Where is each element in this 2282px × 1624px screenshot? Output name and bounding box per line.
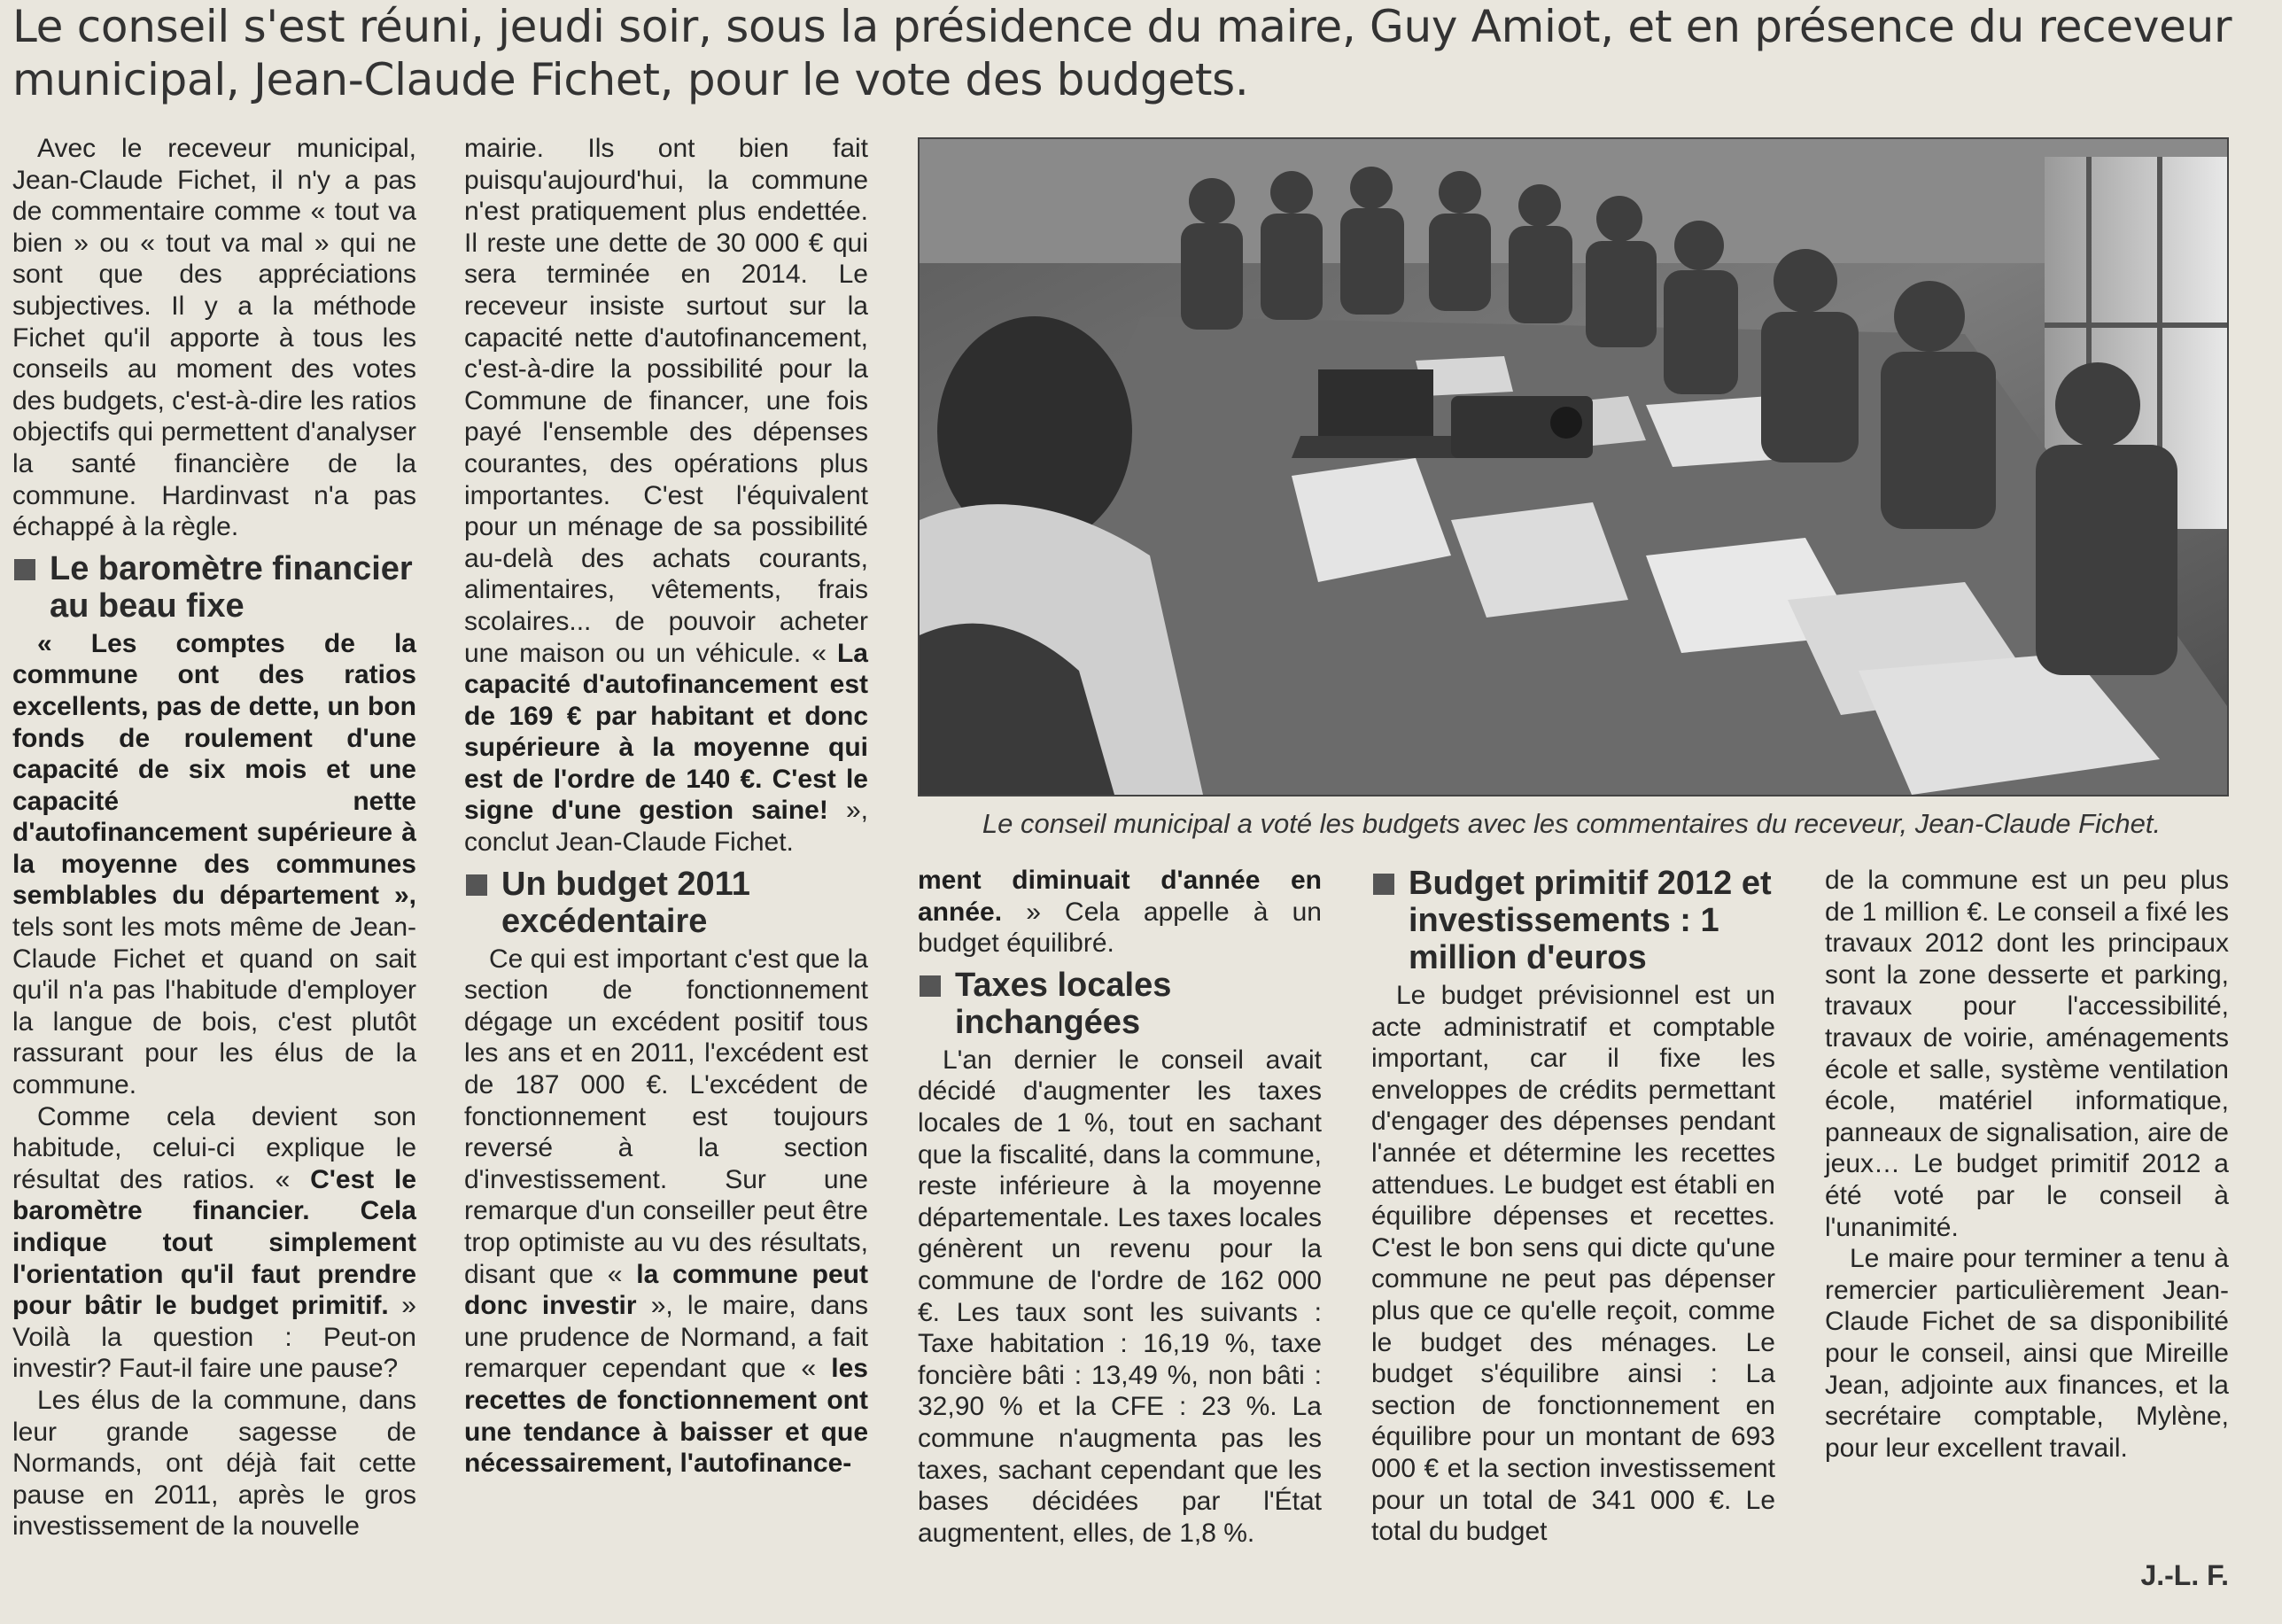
square-bullet-icon bbox=[920, 975, 941, 997]
text-run: », conclut Jean-Claude Fichet. bbox=[464, 796, 868, 858]
text-run: Ce qui est important c'est que la section de fonctionnement dégage un excédent positif tous les ans et en 2011, l'excédent est de 187 000 €. L'excédent de fonctionnement est toujours reversé à la section d'investissement. Sur une remarque d'un conseiller peut être trop optimiste au vu des résultats, disant que « bbox=[464, 944, 868, 1289]
text-run: Comme cela devient son habitude, celui-ci explique le résultat des ratios. « bbox=[12, 1101, 416, 1194]
subheading-barometre bbox=[12, 550, 416, 625]
paragraph bbox=[12, 628, 416, 1101]
text-run: » Cela appelle à un budget équilibré. bbox=[918, 897, 1322, 959]
meeting-photo bbox=[918, 137, 2229, 796]
square-bullet-icon bbox=[1373, 874, 1394, 895]
article-column-1 bbox=[12, 133, 416, 1542]
article-column-4 bbox=[1371, 865, 1775, 1548]
paragraph bbox=[464, 133, 868, 859]
subheading-text: Le baromètre financier au beau fixe bbox=[50, 549, 413, 625]
bold-quote: C'est le baromètre financier. Cela indique tout simplement l'orientation qu'il faut prendre pour bâtir le budget primitif. bbox=[12, 1164, 417, 1321]
subheading-text: Un budget 2011 excédentaire bbox=[501, 865, 750, 940]
paragraph bbox=[918, 865, 1322, 960]
paragraph bbox=[464, 944, 868, 1480]
square-bullet-icon bbox=[14, 559, 35, 580]
article-lead: Le conseil s'est réuni, jeudi soir, sous la présidence du maire, Guy Amiot, et en présence du receveur municipal, Jean-Claude Fichet, pour le vote des budgets. bbox=[12, 1, 2232, 105]
photo-caption: Le conseil municipal a voté les budgets avec les commentaires du receveur, Jean-Claude Fichet. bbox=[982, 808, 2162, 839]
text-run: », le maire, dans une prudence de Normand, a fait remarquer cependant que « bbox=[464, 1291, 868, 1384]
text-run: mairie. Ils ont bien fait puisqu'aujourd'hui, la commune n'est pratiquement plus endettée. Il reste une dette de 30 000 € qui sera terminée en 2014. Le receveur insiste surtout sur la capacité nette d'autofinancement, c'est-à-dire la possibilité pour la Commune de financer, une fois payé l'ensemble des dépenses courantes, des opérations plus importantes. C'est l'équivalent pour un ménage de sa possibilité au-delà des achats courants, alimentaires, vêtements, frais scolaires... de pouvoir acheter une maison ou un véhicule. « bbox=[464, 134, 868, 668]
bold-quote: la commune peut donc investir bbox=[464, 1259, 868, 1321]
paragraph bbox=[12, 1101, 416, 1385]
paragraph: Le maire pour terminer a tenu à remercier particulièrement Jean-Claude Fichet de sa disponibilité pour le conseil, ainsi que Mireille Jean, adjointe aux finances, et la secrétaire comptable, Mylène, pour leur excellent travail. bbox=[1825, 1244, 2229, 1463]
subheading-budget-2011 bbox=[464, 866, 868, 940]
bold-quote: La capacité d'autofinancement est de 169 € par habitant et donc supérieure à la moyenne qui est de l'ordre de 140 €. C'est le signe d'une gestion saine! bbox=[464, 638, 868, 826]
paragraph: Le budget prévisionnel est un acte administratif et comptable important, car il fixe les enveloppes de crédits permettant d'engager des dépenses pendant l'année et détermine les recettes attendues. Le budget est établi en équilibre dépenses et recettes. C'est le bon sens qui dicte qu'une commune ne peut pas dépenser plus que ce qu'elle reçoit, comme le budget des ménages. Le budget s'équilibre ainsi : La section de fonctionnement en équilibre pour un montant de 693 000 € et la section investissement pour un total de 341 000 €. Le total du budget bbox=[1371, 981, 1775, 1547]
paragraph: Avec le receveur municipal, Jean-Claude Fichet, il n'y a pas de commentaire comme « tout va bien » ou « tout va mal » qui ne sont que des appréciations subjectives. Il y a la méthode Fichet qu'il apporte à tous les conseils au moment des votes des budgets, c'est-à-dire les ratios objectifs qui permettent d'analyser la santé financière de la commune. Hardinvast n'a pas échappé à la règle. bbox=[12, 134, 416, 542]
subheading-budget-2012 bbox=[1371, 865, 1775, 976]
bold-quote: ment diminuait d'année en année. bbox=[918, 866, 1322, 927]
subheading-taxes bbox=[918, 967, 1322, 1041]
text-run: tels sont les mots même de Jean-Claude Fichet et quand on sait qu'il n'a pas l'habitude d'employer la langue de bois, c'est plutôt rassurant pour les élus de la commune. bbox=[12, 913, 416, 1100]
square-bullet-icon bbox=[466, 874, 487, 896]
paragraph: de la commune est un peu plus de 1 million €. Le conseil a fixé les travaux 2012 dont les principaux sont la zone desserte et parking, travaux pour l'accessibilité, travaux de voirie, aménagements école et salle, système ventilation école, matériel informatique, panneaux de signalisation, aire de jeux… Le budget primitif 2012 a été voté par le conseil à l'unanimité. bbox=[1825, 866, 2229, 1242]
text-run: » Voilà la question : Peut-on investir? Faut-il faire une pause? bbox=[12, 1291, 416, 1384]
bold-quote: les recettes de fonctionnement ont une tendance à baisser et que nécessairement, l'autofinance- bbox=[464, 1354, 868, 1479]
paragraph: L'an dernier le conseil avait décidé d'augmenter les taxes locales de 1 %, tout en sachant que la fiscalité, dans la commune, reste inférieure à la moyenne départementale. Les taxes locales génèrent un revenu pour la commune de l'ordre de 162 000 €. Les taux sont les suivants : Taxe habitation : 16,19 %, taxe foncière bâti : 13,49 %, non bâti : 32,90 % et la CFE : 23 %. La commune n'augmenta pas les taxes, sachant cependant que les bases décidées par l'État augmentent, elles, de 1,8 %. bbox=[918, 1045, 1322, 1548]
bold-quote: « Les comptes de la commune ont des ratios excellents, pas de dette, un bon fonds de roulement d'une capacité de six mois et une capacité nette d'autofinancement supérieure à la moyenne des communes semblables du département », bbox=[12, 628, 416, 911]
meeting-photo-illustration bbox=[920, 139, 2227, 795]
paragraph: Les élus de la commune, dans leur grande sagesse de Normands, ont déjà fait cette pause en 2011, après le gros investissement de la nouvelle bbox=[12, 1385, 416, 1542]
article-column-3 bbox=[918, 865, 1322, 1549]
subheading-text: Taxes locales inchangées bbox=[955, 966, 1172, 1041]
article-column-5 bbox=[1825, 865, 2229, 1464]
subheading-text: Budget primitif 2012 et investissements : 1 million d'euros bbox=[1409, 865, 1772, 976]
author-signature: J.-L. F. bbox=[2140, 1559, 2229, 1591]
article-column-2 bbox=[464, 133, 868, 1480]
